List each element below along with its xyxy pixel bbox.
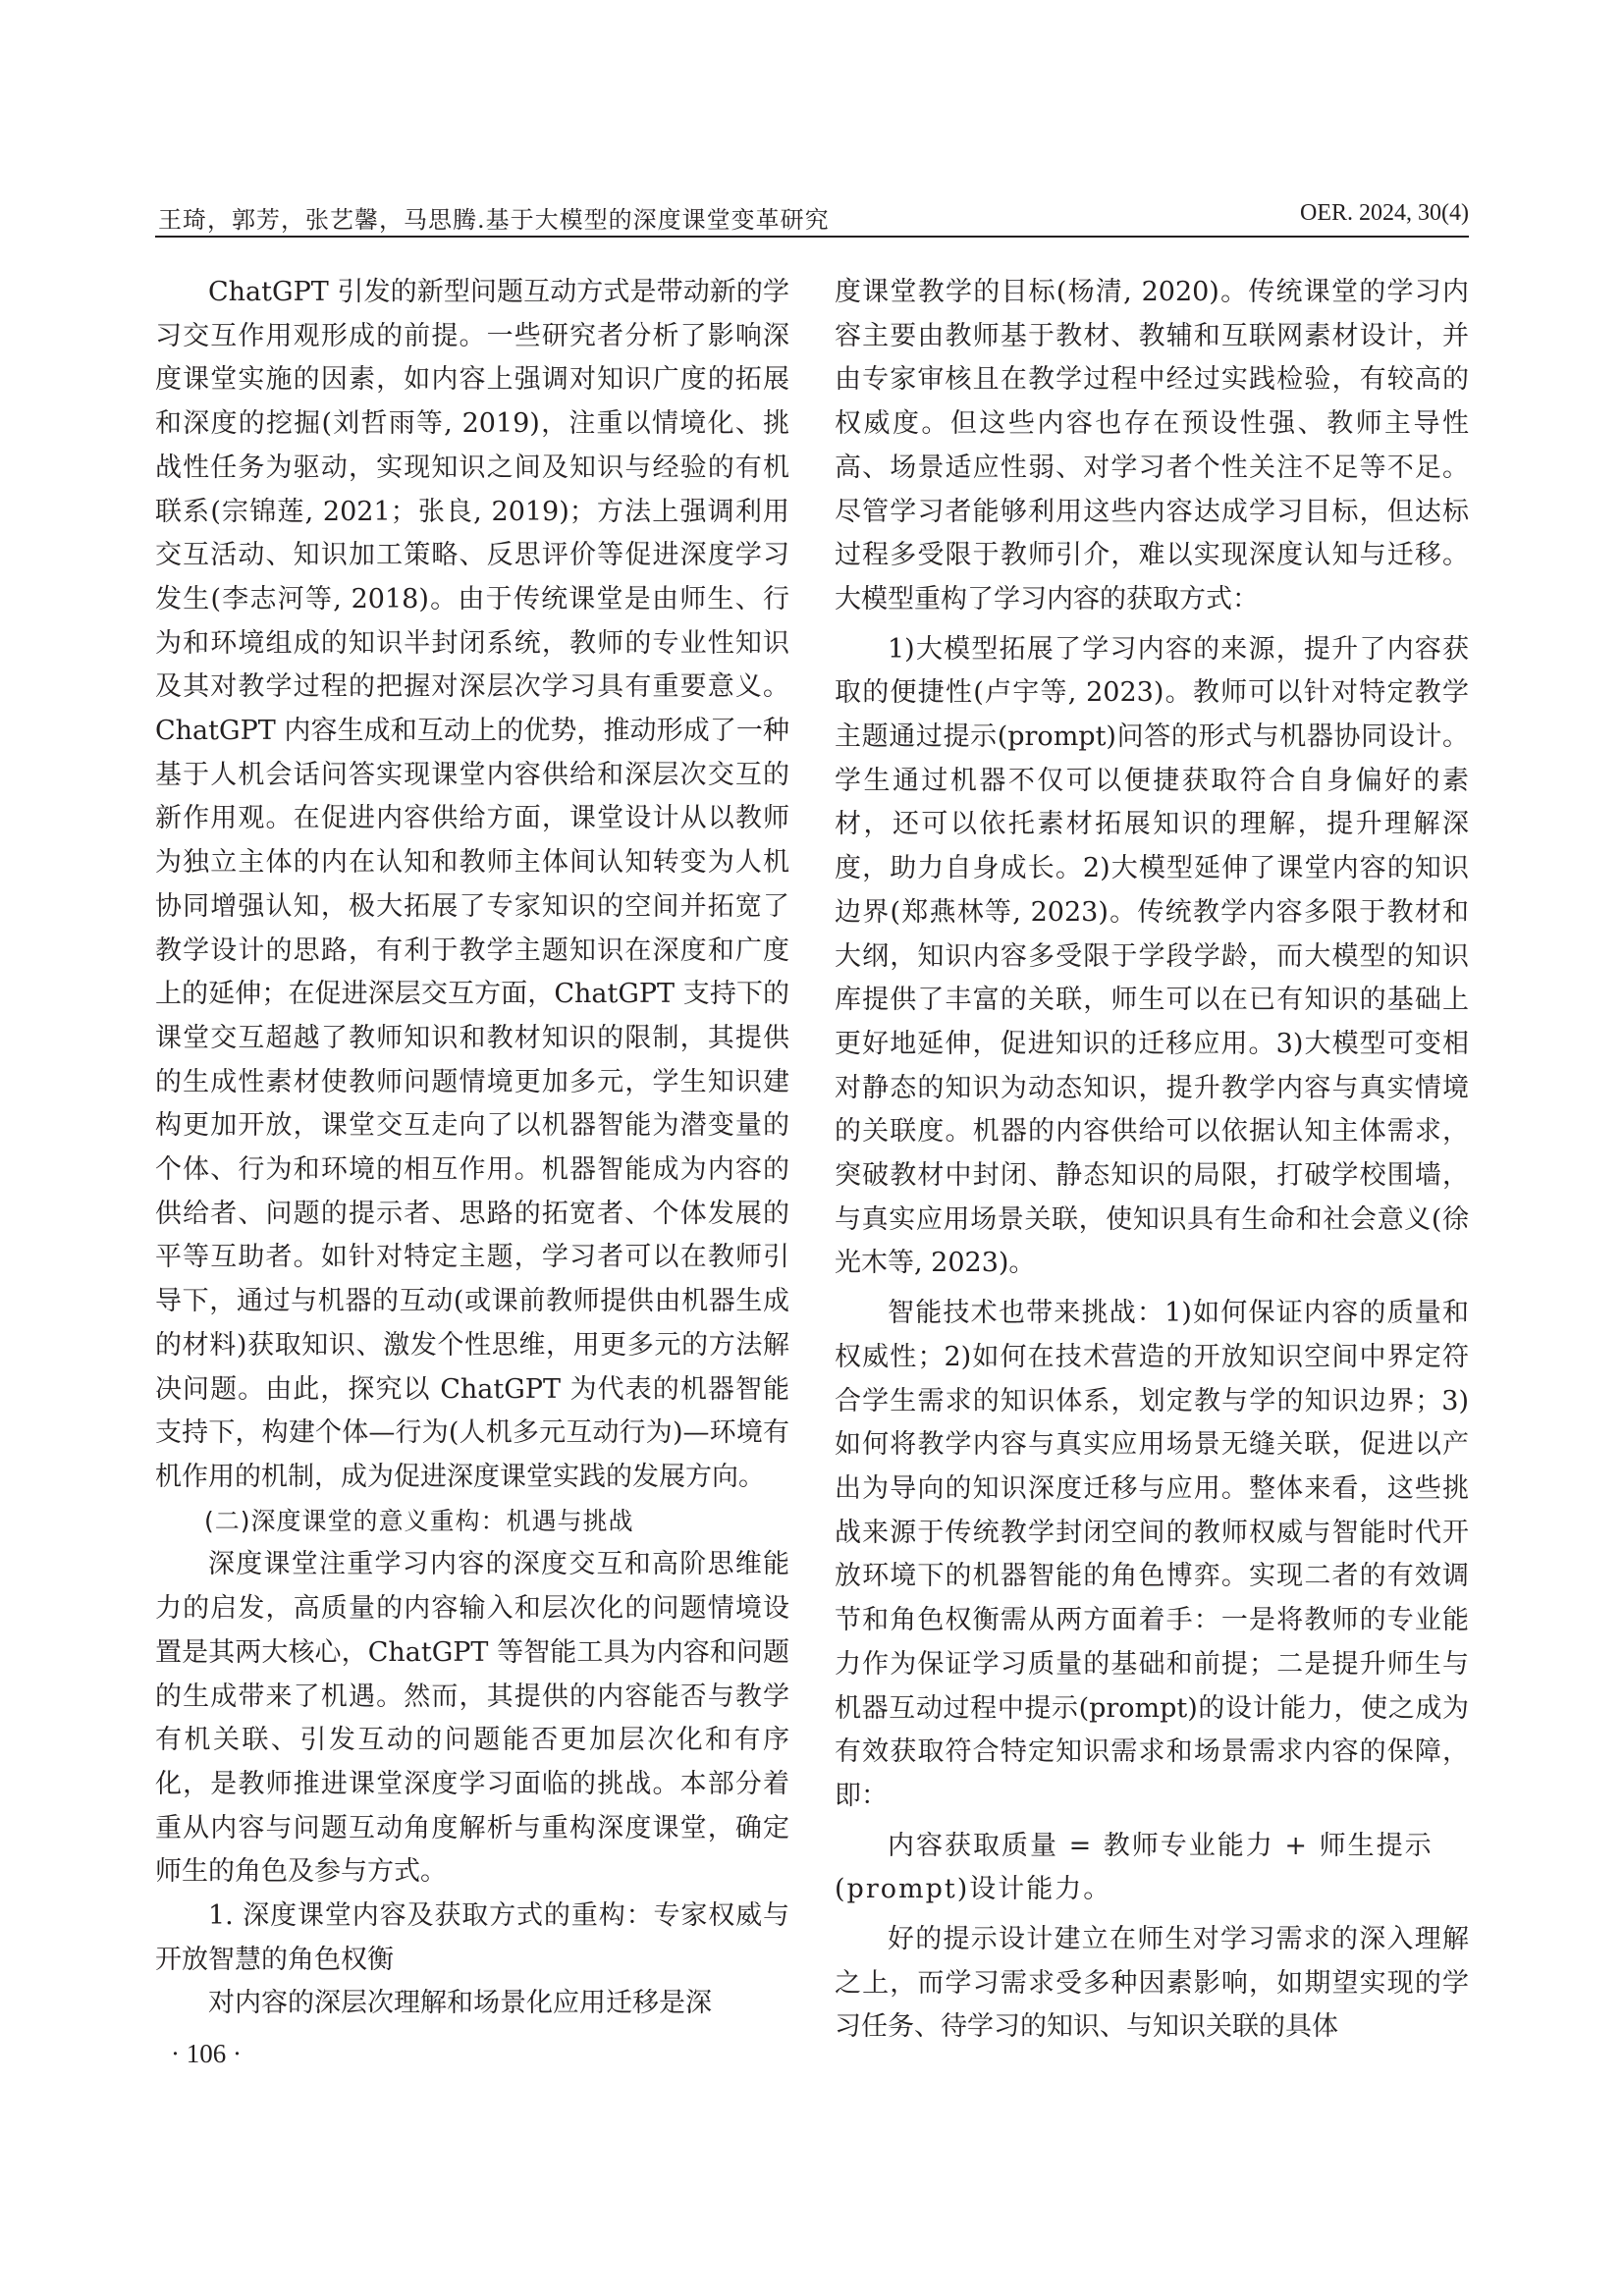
body-paragraph: 好的提示设计建立在师生对学习需求的深入理解之上，而学习需求受多种因素影响，如期望实现的学习任务、待学习的知识、与知识关联的具体	[835, 1924, 1469, 2043]
body-paragraph: 深度课堂注重学习内容的深度交互和高阶思维能力的启发，高质量的内容输入和层次化的问题情境设置是其两大核心，ChatGPT 等智能工具为内容和问题的生成带来了机遇。然而，其提供的内容能否与教学有机关联、引发互动的问题能否更加层次化和有序化，是教师推进课堂深度学习面临的挑战。本部分着重从内容与问题互动角度解析与重构深度课堂，确定师生的角色及参与方式。	[155, 1549, 789, 1888]
body-paragraph: 1)大模型拓展了学习内容的来源，提升了内容获取的便捷性(卢宇等, 2023)。教师可以针对特定教学主题通过提示(prompt)问答的形式与机器协同设计。学生通过机器不仅可以便捷获取符合自身偏好的素材，还可以依托素材拓展知识的理解，提升理解深度，助力自身成长。2)大模型延伸了课堂内容的知识边界(郑燕林等, 2023)。传统教学内容多限于教材和大纲，知识内容多受限于学段学龄，而大模型的知识库提供了丰富的关联，师生可以在已有知识的基础上更好地延伸，促进知识的迁移应用。3)大模型可变相对静态的知识为动态知识，提升教学内容与真实情境的关联度。机器的内容供给可以依据认知主体需求，突破教材中封闭、静态知识的局限，打破学校围墙，与真实应用场景关联，使知识具有生命和社会意义(徐光木等, 2023)。	[835, 633, 1469, 1279]
left-column	[155, 271, 789, 2026]
body-paragraph: 对内容的深层次理解和场景化应用迁移是深	[208, 1988, 712, 2019]
right-column	[835, 271, 1469, 2050]
running-header-title: 王琦，郭芳，张艺馨，马思腾.基于大模型的深度课堂变革研究	[158, 206, 830, 234]
body-paragraph: 智能技术也带来挑战：1)如何保证内容的质量和权威性；2)如何在技术营造的开放知识空间中界定符合学生需求的知识体系，划定教与学的知识边界；3)如何将教学内容与真实应用场景无缝关联，促进以产出为导向的知识深度迁移与应用。整体来看，这些挑战来源于传统教学封闭空间的教师权威与智能时代开放环境下的机器智能的角色博弈。实现二者的有效调节和角色权衡需从两方面着手：一是将教师的专业能力作为保证学习质量的基础和前提；二是提升师生与机器互动过程中提示(prompt)的设计能力，使之成为有效获取符合特定知识需求和场景需求内容的保障，即：	[835, 1298, 1469, 1811]
body-paragraph: 度课堂教学的目标(杨清, 2020)。传统课堂的学习内容主要由教师基于教材、教辅和互联网素材设计，并由专家审核且在教学过程中经过实践检验，有较高的权威度。但这些内容也存在预设性强、教师主导性高、场景适应性弱、对学习者个性关注不足等不足。尽管学习者能够利用这些内容达成学习目标，但达标过程多受限于教师引介，难以实现深度认知与迁移。大模型重构了学习内容的获取方式：	[835, 277, 1469, 614]
header-divider	[155, 236, 1469, 238]
body-paragraph: ChatGPT 引发的新型问题互动方式是带动新的学习交互作用观形成的前提。一些研究者分析了影响深度课堂实施的因素，如内容上强调对知识广度的拓展和深度的挖掘(刘哲雨等, 2019)，注重以情境化、挑战性任务为驱动，实现知识之间及知识与经验的有机联系(宗锦莲, 2021；张良, 2019)；方法上强调利用交互活动、知识加工策略、反思评价等促进深度学习发生(李志河等, 2018)。由于传统课堂是由师生、行为和环境组成的知识半封闭系统，教师的专业性知识及其对教学过程的把握对深层次学习具有重要意义。ChatGPT 内容生成和互动上的优势，推动形成了一种基于人机会话问答实现课堂内容供给和深层次交互的新作用观。在促进内容供给方面，课堂设计从以教师为独立主体的内在认知和教师主体间认知转变为人机协同增强认知，极大拓展了专家知识的空间并拓宽了教学设计的思路，有利于教学主题知识在深度和广度上的延伸；在促进深层交互方面，ChatGPT 支持下的课堂交互超越了教师知识和教材知识的限制，其提供的生成性素材使教师问题情境更加多元，学生知识建构更加开放，课堂交互走向了以机器智能为潜变量的个体、行为和环境的相互作用。机器智能成为内容的供给者、问题的提示者、思路的拓宽者、个体发展的平等互助者。如针对特定主题，学习者可以在教师引导下，通过与机器的互动(或课前教师提供由机器生成的材料)获取知识、激发个性思维，用更多元的方法解决问题。由此，探究以 ChatGPT 为代表的机器智能支持下，构建个体—行为(人机多元互动行为)—环境有机作用的机制，成为促进深度课堂实践的发展方向。	[155, 277, 789, 1492]
section-heading: (二)深度课堂的意义重构：机遇与挑战	[204, 1506, 634, 1535]
page-number: · 106 ·	[171, 2039, 242, 2068]
running-header-journal: OER. 2024, 30(4)	[1300, 200, 1469, 226]
formula: 内容获取质量 = 教师专业能力 + 师生提示(prompt)设计能力。	[835, 1830, 1434, 1905]
subsection-heading: 1. 深度课堂内容及获取方式的重构：专家权威与开放智慧的角色权衡	[155, 1900, 789, 1975]
